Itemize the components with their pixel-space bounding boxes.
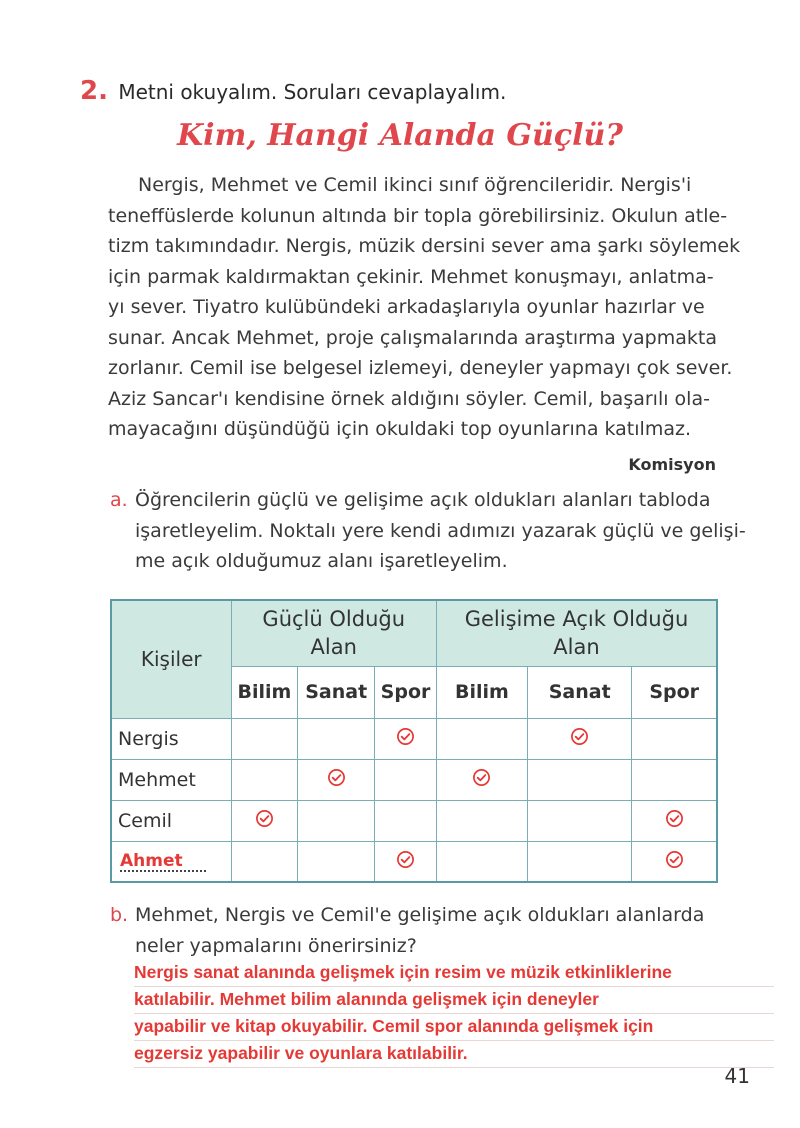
person-name[interactable]: [111, 841, 231, 882]
header-strong-area: Güçlü Olduğu Alan: [231, 600, 436, 666]
person-name: Nergis: [111, 718, 231, 759]
story-line: için parmak kaldırmaktan çekinir. Mehmet konuşmayı, anlatma-: [108, 265, 714, 288]
check-cell[interactable]: [632, 718, 717, 759]
story-line: teneffüslerde kolunun altında bir topla görebilirsiniz. Okulun atle-: [108, 204, 728, 227]
check-cell[interactable]: [436, 800, 527, 841]
table-row: [111, 718, 717, 759]
part-a-line: işaretleyelim. Noktalı yere kendi adımızı yazarak güçlü ve gelişi-: [135, 519, 746, 542]
part-b-line: neler yapmalarını önerirsiniz?: [135, 934, 417, 957]
part-a-letter: a.: [110, 489, 128, 511]
check-cell[interactable]: [375, 841, 437, 882]
header-strong-bilim: Bilim: [231, 666, 298, 718]
question-instruction: Metni okuyalım. Soruları cevaplayalım.: [118, 80, 507, 104]
answer-line: yapabilir ve kitap okuyabilir. Cemil spor alanında gelişmek için: [134, 1014, 774, 1041]
check-cell[interactable]: [231, 718, 298, 759]
story-line: zorlanır. Cemil ise belgesel izlemeyi, deneyler yapmayı çok sever.: [108, 357, 733, 379]
person-name: Mehmet: [111, 759, 231, 800]
story-line: tizm takımındadır. Nergis, müzik dersini sever ama şarkı söylemek: [108, 235, 741, 257]
check-cell[interactable]: [527, 718, 631, 759]
check-cell[interactable]: [298, 718, 375, 759]
check-cell[interactable]: [298, 759, 375, 800]
answer-line: egzersiz yapabilir ve oyunlara katılabilir.: [134, 1041, 774, 1068]
check-circle-icon: [665, 809, 684, 828]
check-cell[interactable]: [527, 800, 631, 841]
table-row: [111, 759, 717, 800]
header-open-spor: Spor: [632, 666, 717, 718]
check-cell[interactable]: [298, 841, 375, 882]
check-cell[interactable]: [231, 800, 298, 841]
story-line: yı sever. Tiyatro kulübündeki arkadaşlarıyla oyunlar hazırlar ve: [108, 296, 705, 318]
table-row: [111, 800, 717, 841]
story-title: Kim, Hangi Alanda Güçlü?: [177, 118, 623, 153]
table-row: [111, 841, 717, 882]
answer-text: [134, 960, 774, 1068]
question-heading: [80, 76, 506, 106]
check-cell[interactable]: [375, 800, 437, 841]
check-cell[interactable]: [231, 841, 298, 882]
header-strong-spor: Spor: [375, 666, 437, 718]
check-cell[interactable]: [375, 759, 437, 800]
check-cell[interactable]: [527, 841, 631, 882]
check-circle-icon: [396, 727, 415, 746]
check-circle-icon: [570, 727, 589, 746]
check-cell[interactable]: [375, 718, 437, 759]
answer-line: Nergis sanat alanında gelişmek için resim ve müzik etkinliklerine: [134, 960, 774, 987]
story-line: Aziz Sancar'ı kendisine örnek aldığını söyler. Cemil, başarılı ola-: [108, 387, 710, 410]
story-line: mayacağını düşündüğü için okuldaki top oyunlarına katılmaz.: [108, 418, 691, 440]
header-open-area: Gelişime Açık Olduğu Alan: [436, 600, 717, 666]
part-a-line: Öğrencilerin güçlü ve gelişime açık oldukları alanları tabloda: [135, 489, 711, 511]
strengths-table: [110, 599, 718, 883]
story-source: Komisyon: [628, 455, 716, 474]
check-cell[interactable]: [231, 759, 298, 800]
part-b-line: Mehmet, Nergis ve Cemil'e gelişime açık oldukları alanlarda: [135, 904, 705, 926]
check-circle-icon: [255, 809, 274, 828]
check-cell[interactable]: [436, 841, 527, 882]
story-text: [108, 170, 741, 445]
person-name: Cemil: [111, 800, 231, 841]
check-circle-icon: [396, 850, 415, 869]
check-cell[interactable]: [436, 759, 527, 800]
header-people: Kişiler: [111, 600, 231, 718]
check-circle-icon: [472, 768, 491, 787]
check-circle-icon: [327, 768, 346, 787]
check-cell[interactable]: [298, 800, 375, 841]
story-line: sunar. Ancak Mehmet, proje çalışmalarında araştırma yapmakta: [108, 326, 717, 349]
check-cell[interactable]: [632, 800, 717, 841]
story-line: Nergis, Mehmet ve Cemil ikinci sınıf öğrencileridir. Nergis'i: [138, 174, 692, 196]
header-open-sanat: Sanat: [527, 666, 631, 718]
name-blank: Ahmet: [120, 850, 206, 872]
part-b-letter: b.: [110, 904, 129, 926]
check-circle-icon: [665, 850, 684, 869]
check-cell[interactable]: [632, 841, 717, 882]
part-a-line: me açık olduğumuz alanı işaretleyelim.: [135, 550, 508, 572]
page-number: 41: [724, 1064, 750, 1088]
check-cell[interactable]: [632, 759, 717, 800]
header-open-bilim: Bilim: [436, 666, 527, 718]
check-cell[interactable]: [527, 759, 631, 800]
question-number: 2.: [80, 76, 108, 106]
answer-line: katılabilir. Mehmet bilim alanında gelişmek için deneyler: [134, 987, 774, 1014]
header-strong-sanat: Sanat: [298, 666, 375, 718]
check-cell[interactable]: [436, 718, 527, 759]
